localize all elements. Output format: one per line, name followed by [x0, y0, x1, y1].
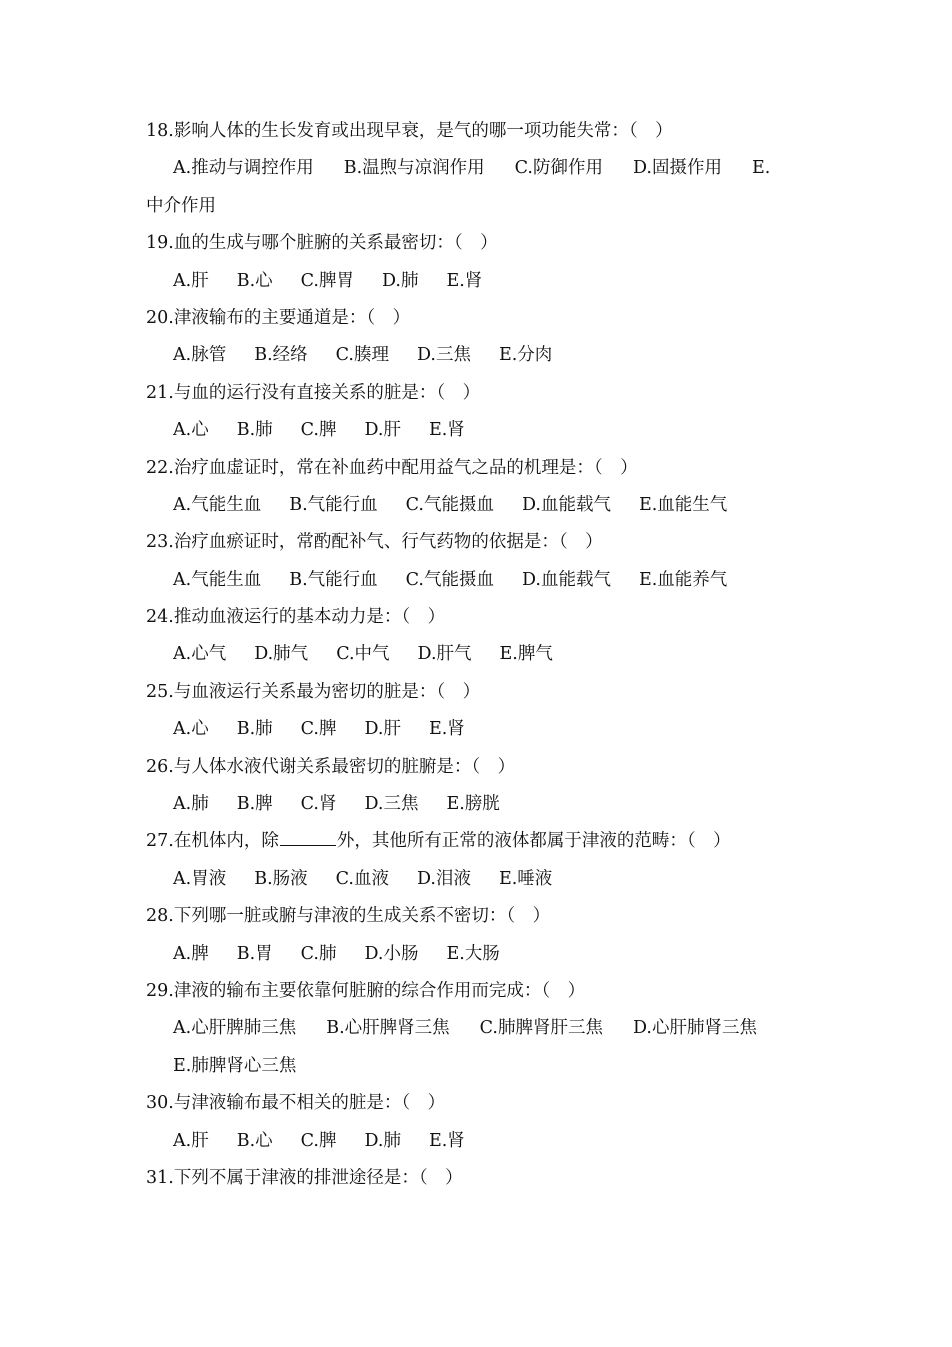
option: E.膀胱	[446, 794, 500, 815]
option: A.脾	[173, 943, 209, 964]
option: A.气能生血	[173, 494, 262, 515]
option: E.肾	[428, 719, 465, 740]
option: A.肺	[173, 794, 209, 815]
option: A.心	[173, 719, 209, 740]
option: C.脾	[300, 719, 337, 740]
option: E.唾液	[498, 868, 553, 889]
option: D.三焦	[416, 345, 471, 366]
option: B.温煦与凉润作用	[343, 158, 485, 179]
option: C.气能摄血	[405, 494, 494, 515]
question-20-options	[146, 337, 826, 374]
fill-in-blank	[280, 831, 336, 846]
option: C.脾胃	[300, 270, 354, 291]
question-29-options	[146, 1010, 826, 1047]
option: B.心	[236, 1130, 273, 1151]
option: B.经络	[254, 345, 308, 366]
option: D.三焦	[364, 794, 419, 815]
option: A.心肝脾肺三焦	[173, 1018, 297, 1039]
question-22-options	[146, 487, 826, 524]
question-24-options	[146, 636, 826, 673]
question-18-stem: 18.影响人体的生长发育或出现早衰，是气的哪一项功能失常：（ ）	[146, 121, 673, 141]
question-19-options	[146, 263, 826, 300]
option: D.血能载气	[521, 494, 611, 515]
option: B.肺	[236, 719, 273, 740]
option: A.脉管	[173, 345, 227, 366]
option: C.防御作用	[514, 158, 603, 179]
question-27-stem	[146, 823, 826, 860]
option: C.腠理	[335, 345, 389, 366]
option: B.心肝脾肾三焦	[326, 1018, 450, 1039]
option: B.肠液	[254, 868, 308, 889]
option: B.气能行血	[289, 494, 378, 515]
option: D.固摄作用	[632, 158, 722, 179]
question-30-stem: 30.与津液输布最不相关的脏是：（ ）	[146, 1093, 446, 1114]
option: C.血液	[335, 868, 389, 889]
option: C.脾	[300, 420, 337, 441]
option: E.大肠	[446, 943, 500, 964]
option: A.推动与调控作用	[173, 158, 314, 179]
option: E.肺脾肾心三焦	[173, 1055, 297, 1076]
question-19-stem: 19.血的生成与哪个脏腑的关系最密切：（ ）	[146, 233, 498, 254]
option: B.肺	[236, 420, 273, 441]
question-23-options	[146, 562, 826, 599]
question-18-option-continuation: 中介作用	[146, 195, 216, 216]
option: E.肾	[446, 270, 483, 291]
option: E.分肉	[498, 345, 553, 366]
option: D.肝气	[417, 644, 472, 665]
option: D.心肝肺肾三焦	[632, 1018, 757, 1039]
option: D.肺	[364, 1130, 401, 1151]
option: A.胃液	[173, 868, 227, 889]
option: A.心	[173, 420, 209, 441]
option: D.肺气	[254, 644, 309, 665]
option: E.肾	[428, 1130, 465, 1151]
question-21-options	[146, 412, 826, 449]
question-27-stem-before: 27.在机体内，除	[146, 831, 279, 852]
question-21-stem: 21.与血的运行没有直接关系的脏是：（ ）	[146, 382, 481, 403]
option: E.血能养气	[638, 569, 728, 590]
option: D.肝	[364, 420, 401, 441]
option: C.肺脾肾肝三焦	[479, 1018, 603, 1039]
option: B.气能行血	[289, 569, 378, 590]
question-30-options	[146, 1123, 826, 1160]
question-18-options	[146, 150, 826, 187]
question-24-stem: 24.推动血液运行的基本动力是：（ ）	[146, 607, 446, 628]
question-25-options	[146, 711, 826, 748]
option: E.肾	[428, 420, 465, 441]
question-31-stem: 31.下列不属于津液的排泄途径是：（ ）	[146, 1167, 463, 1188]
option: E.血能生气	[638, 494, 728, 515]
question-26-options	[146, 786, 826, 823]
option: D.肝	[364, 719, 401, 740]
option: D.肺	[381, 270, 419, 291]
question-28-stem: 28.下列哪一脏或腑与津液的生成关系不密切：（ ）	[146, 906, 551, 927]
option: C.脾	[300, 1130, 337, 1151]
question-27-options	[146, 861, 826, 898]
option: C.肺	[300, 943, 337, 964]
option: C.中气	[336, 644, 390, 665]
option: B.脾	[236, 794, 273, 815]
option: B.胃	[236, 943, 273, 964]
option: A.气能生血	[173, 569, 262, 590]
option: E.脾气	[499, 644, 553, 665]
option: C.肾	[300, 794, 337, 815]
question-26-stem: 26.与人体水液代谢关系最密切的脏腑是：（ ）	[146, 756, 516, 777]
option: A.肝	[173, 1130, 209, 1151]
option: C.气能摄血	[405, 569, 494, 590]
question-20-stem: 20.津液输布的主要通道是：（ ）	[146, 307, 411, 328]
option: D.泪液	[416, 868, 471, 889]
option: B.心	[236, 270, 273, 291]
question-27-stem-after: 外，其他所有正常的液体都属于津液的范畴：（ ）	[336, 831, 731, 852]
question-29-options-line-2	[146, 1048, 826, 1085]
option: D.血能载气	[521, 569, 611, 590]
question-22-stem: 22.治疗血虚证时，常在补血药中配用益气之品的机理是：（ ）	[146, 457, 638, 478]
question-25-stem: 25.与血液运行关系最为密切的脏是：（ ）	[146, 681, 481, 702]
question-list	[146, 113, 826, 1197]
question-28-options	[146, 936, 826, 973]
option: A.心气	[173, 644, 227, 665]
option: D.小肠	[364, 943, 419, 964]
question-23-stem: 23.治疗血瘀证时，常酌配补气、行气药物的依据是：（ ）	[146, 532, 603, 553]
question-29-stem: 29.津液的输布主要依靠何脏腑的综合作用而完成：（ ）	[146, 980, 586, 1001]
option: E.	[751, 158, 771, 179]
option: A.肝	[173, 270, 209, 291]
